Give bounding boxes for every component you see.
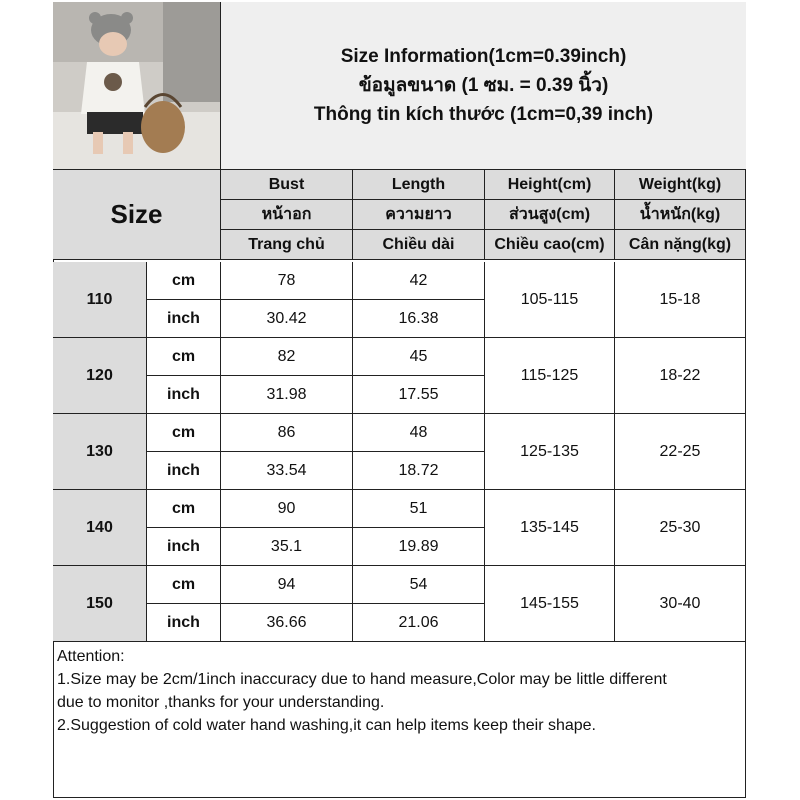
header-thai: ข้อมูลขนาด (1 ซม. = 0.39 นิ้ว) bbox=[358, 75, 609, 96]
bust-cm-cell: 78 bbox=[221, 262, 353, 300]
length-inch-cell: 18.72 bbox=[353, 452, 485, 490]
unit-inch-label: inch bbox=[147, 604, 221, 642]
length-inch-cell: 21.06 bbox=[353, 604, 485, 642]
size-value-cell: 150 bbox=[53, 566, 147, 642]
size-value-cell: 120 bbox=[53, 338, 147, 414]
unit-inch-label: inch bbox=[147, 376, 221, 414]
weight-range-cell: 18-22 bbox=[615, 338, 746, 414]
height-range-cell: 115-125 bbox=[485, 338, 615, 414]
product-photo bbox=[53, 2, 221, 170]
column-header-3-en: Weight(kg) bbox=[615, 170, 746, 200]
length-cm-cell: 45 bbox=[353, 338, 485, 376]
weight-range-cell: 15-18 bbox=[615, 262, 746, 338]
height-range-cell: 105-115 bbox=[485, 262, 615, 338]
unit-cm-label: cm bbox=[147, 414, 221, 452]
column-header-3-vi: Cân nặng(kg) bbox=[615, 230, 746, 260]
bust-inch-cell: 30.42 bbox=[221, 300, 353, 338]
weight-range-cell: 22-25 bbox=[615, 414, 746, 490]
bust-cm-cell: 82 bbox=[221, 338, 353, 376]
length-cm-cell: 54 bbox=[353, 566, 485, 604]
height-range-cell: 135-145 bbox=[485, 490, 615, 566]
length-cm-cell: 42 bbox=[353, 262, 485, 300]
size-value-cell: 140 bbox=[53, 490, 147, 566]
unit-inch-label: inch bbox=[147, 452, 221, 490]
notes-line-2: due to monitor ,thanks for your understanding. bbox=[57, 694, 385, 711]
bust-inch-cell: 31.98 bbox=[221, 376, 353, 414]
length-inch-cell: 16.38 bbox=[353, 300, 485, 338]
bust-inch-cell: 36.66 bbox=[221, 604, 353, 642]
column-header-1-th: ความยาว bbox=[353, 200, 485, 230]
length-cm-cell: 48 bbox=[353, 414, 485, 452]
column-header-2-th: ส่วนสูง(cm) bbox=[485, 200, 615, 230]
weight-range-cell: 25-30 bbox=[615, 490, 746, 566]
length-cm-cell: 51 bbox=[353, 490, 485, 528]
notes-line-3: 2.Suggestion of cold water hand washing,it can help items keep their shape. bbox=[57, 717, 596, 734]
size-value-cell: 110 bbox=[53, 262, 147, 338]
size-info-header bbox=[221, 2, 746, 170]
column-header-2-en: Height(cm) bbox=[485, 170, 615, 200]
unit-cm-label: cm bbox=[147, 566, 221, 604]
column-header-1-en: Length bbox=[353, 170, 485, 200]
weight-range-cell: 30-40 bbox=[615, 566, 746, 642]
unit-inch-label: inch bbox=[147, 300, 221, 338]
height-range-cell: 145-155 bbox=[485, 566, 615, 642]
column-header-0-vi: Trang chủ bbox=[221, 230, 353, 260]
length-inch-cell: 17.55 bbox=[353, 376, 485, 414]
column-header-0-en: Bust bbox=[221, 170, 353, 200]
bust-cm-cell: 90 bbox=[221, 490, 353, 528]
unit-cm-label: cm bbox=[147, 338, 221, 376]
column-header-3-th: น้ำหนัก(kg) bbox=[615, 200, 746, 230]
size-value-cell: 130 bbox=[53, 414, 147, 490]
unit-cm-label: cm bbox=[147, 490, 221, 528]
attention-notes bbox=[53, 645, 746, 737]
column-header-2-vi: Chiều cao(cm) bbox=[485, 230, 615, 260]
length-inch-cell: 19.89 bbox=[353, 528, 485, 566]
unit-cm-label: cm bbox=[147, 262, 221, 300]
notes-title: Attention: bbox=[57, 648, 125, 665]
unit-inch-label: inch bbox=[147, 528, 221, 566]
header-vietnamese: Thông tin kích thước (1cm=0,39 inch) bbox=[313, 104, 654, 125]
child-photo-image bbox=[53, 2, 221, 170]
size-header-cell: Size bbox=[53, 170, 221, 260]
bust-cm-cell: 94 bbox=[221, 566, 353, 604]
column-header-0-th: หน้าอก bbox=[221, 200, 353, 230]
notes-line-1: 1.Size may be 2cm/1inch inaccuracy due to hand measure,Color may be little different bbox=[57, 671, 667, 688]
header-english: Size Information(1cm=0.39inch) bbox=[340, 46, 627, 67]
bust-cm-cell: 86 bbox=[221, 414, 353, 452]
height-range-cell: 125-135 bbox=[485, 414, 615, 490]
bust-inch-cell: 33.54 bbox=[221, 452, 353, 490]
column-header-1-vi: Chiều dài bbox=[353, 230, 485, 260]
bust-inch-cell: 35.1 bbox=[221, 528, 353, 566]
